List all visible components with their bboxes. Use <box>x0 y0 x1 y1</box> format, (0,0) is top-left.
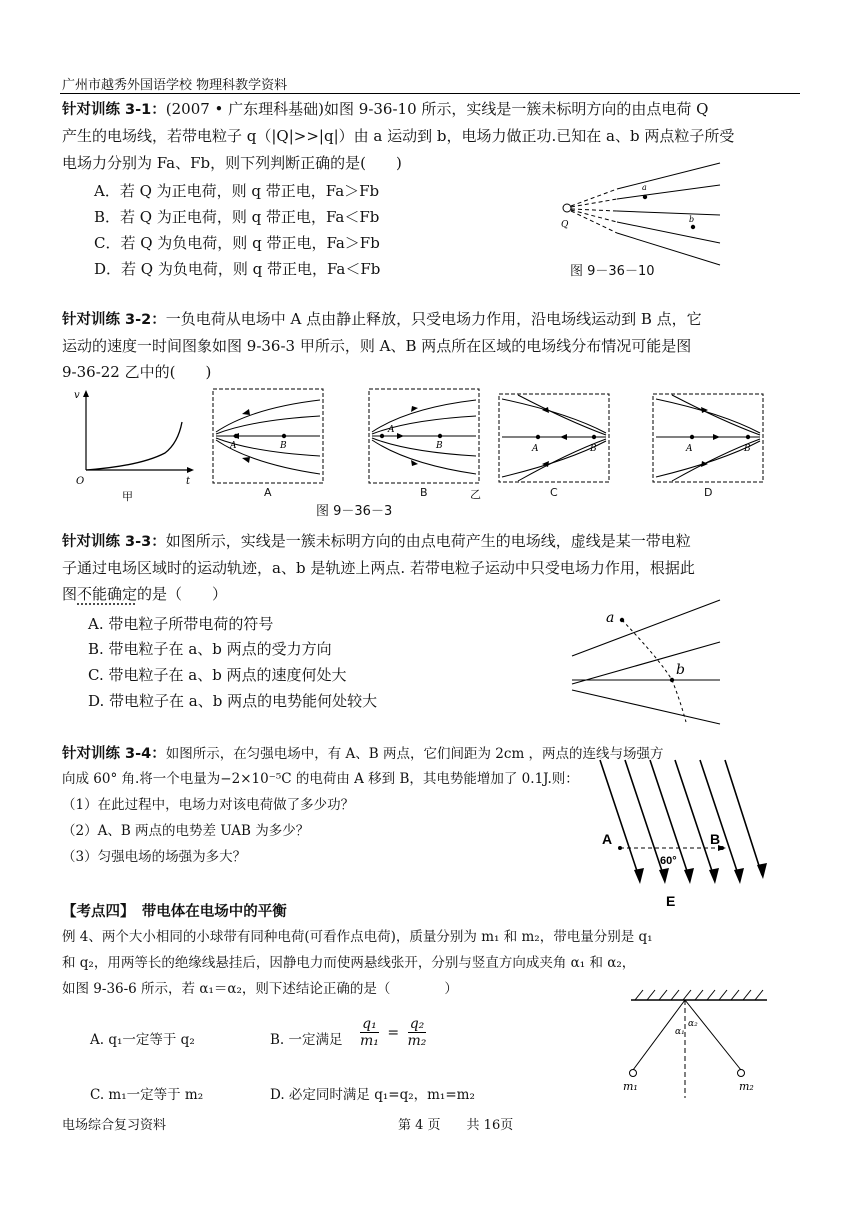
footer-left: 电场综合复习资料 <box>62 1118 167 1133</box>
q32-panel-d-label: D <box>704 486 713 499</box>
q33-figure <box>568 600 728 730</box>
q32-line3: 9-36-22 乙中的( ) <box>62 363 212 381</box>
q32-yi-label: 乙 <box>470 488 481 501</box>
panel-d-pt-a: A <box>686 444 693 454</box>
q34-label-b: B <box>710 831 721 847</box>
q33-label-a: a <box>606 610 615 626</box>
section4-label-a1: α₁ <box>675 1027 685 1037</box>
panel-c-pt-b: B <box>590 444 597 454</box>
q32-panel-b <box>368 388 480 484</box>
section4-option-b-label: B. 一定满足 <box>270 1032 343 1048</box>
q33-option-a: A. 带电粒子所带电荷的符号 <box>88 615 274 633</box>
q31-line1: 针对训练 3-1：(2007 • 广东理科基础)如图 9-36-10 所示，实线是一簇未标明方向的由点电荷 Q <box>62 100 709 118</box>
q31-line3: 电场力分别为 Fa、Fb，则下列判断正确的是( ) <box>62 154 402 172</box>
section4-label-m1: m₁ <box>623 1080 638 1093</box>
panel-a-pt-a: A <box>230 441 237 451</box>
q34-label-a: A <box>602 831 613 847</box>
q32-panel-b-label: B <box>420 486 428 499</box>
q34-subq3: （3）匀强电场的场强为多大？ <box>62 849 247 865</box>
q32-panel-c-label: C <box>550 486 558 499</box>
q33-option-d: D. 带电粒子在 a、b 两点的电势能何处较大 <box>88 692 378 710</box>
q32-caption: 图 9－36－3 <box>316 504 393 519</box>
q34-title: 针对训练 3-4： <box>62 746 166 762</box>
q34-line1: 针对训练 3-4：如图所示，在匀强电场中，有 A、B 两点，它们间距为 2cm ，两点的连线与场强方 <box>62 746 664 762</box>
q33-emphasis: 不能确定 <box>77 585 138 603</box>
section4-line2: 和 q₂，用两等长的绝缘线悬挂后，因静电力而使两悬线张开，分别与竖直方向成夹角 α₁ 和 α₂， <box>62 955 636 971</box>
section4-line3: 如图 9-36-6 所示，若 α₁＝α₂，则下述结论正确的是（ ） <box>62 981 458 997</box>
graph-v-label: v <box>74 390 80 401</box>
q31-option-c: C．若 Q 为负电荷，则 q 带正电，Fa＞Fb <box>94 234 380 252</box>
q31-option-d: D．若 Q 为负电荷，则 q 带正电，Fa＜Fb <box>94 260 381 278</box>
q33-option-c: C. 带电粒子在 a、b 两点的速度何处大 <box>88 666 347 684</box>
section4-title: 【考点四】 带电体在电场中的平衡 <box>62 904 287 920</box>
page-header: 广州市越秀外国语学校 物理科教学资料 <box>62 78 288 93</box>
section4-option-a: A. q₁一定等于 q₂ <box>90 1032 195 1048</box>
q31-title: 针对训练 3-1： <box>62 102 166 118</box>
q31-label-a: a <box>642 183 647 192</box>
q32-line1: 针对训练 3-2：一负电荷从电场中 A 点由静止释放，只受电场力作用，沿电场线运动到 B 点，它 <box>62 310 702 328</box>
q34-label-e: E <box>666 893 676 909</box>
q31-label-q: Q <box>561 220 569 230</box>
q32-line2: 运动的速度一时间图象如图 9-36-3 甲所示，则 A、B 两点所在区域的电场线分布情况可能是图 <box>62 337 692 355</box>
q33-line1: 针对训练 3-3：如图所示，实线是一簇未标明方向的由点电荷产生的电场线，虚线是某一带电粒 <box>62 532 691 550</box>
graph-jia-label: 甲 <box>122 490 133 503</box>
q31-option-a: A．若 Q 为正电荷，则 q 带正电，Fa＞Fb <box>94 182 380 200</box>
q32-panel-a-label: A <box>264 486 272 499</box>
section4-fraction: $\frac{\text{q₁}}{\text{m₁}}$ = $\frac{\text{q₂}}{\text{m₂}}$ <box>360 1016 427 1049</box>
section4-option-c: C. m₁一定等于 m₂ <box>90 1087 204 1103</box>
q33-title: 针对训练 3-3： <box>62 534 166 550</box>
q33-line3: 图不能确定的是（ ） <box>62 585 228 603</box>
q32-panel-c <box>498 393 610 483</box>
q31-line2: 产生的电场线，若带电粒子 q（|Q|>>|q|）由 a 运动到 b，电场力做正功.已知在 a、b 两点粒子所受 <box>62 127 735 145</box>
q32-title: 针对训练 3-2： <box>62 312 166 328</box>
panel-d-pt-b: B <box>744 444 751 454</box>
panel-a-pt-b: B <box>280 441 287 451</box>
q34-label-angle: 60° <box>660 855 677 867</box>
q32-vt-graph <box>70 388 200 503</box>
q31-figure <box>555 175 735 270</box>
q31-label-b: b <box>689 215 695 224</box>
section4-line1: 例 4、两个大小相同的小球带有同种电荷(可看作点电荷)，质量分别为 m₁ 和 m₂，带电量分别是 q₁ <box>62 929 653 945</box>
q33-line2: 子通过电场区域时的运动轨迹，a、b 是轨迹上两点. 若带电粒子运动中只受电场力作用，根据此 <box>62 559 695 577</box>
graph-t-label: t <box>186 476 191 487</box>
section4-figure <box>615 990 775 1100</box>
section4-option-d: D. 必定同时满足 q₁=q₂，m₁=m₂ <box>270 1087 475 1103</box>
panel-b-pt-a: A <box>388 425 395 435</box>
q34-figure <box>580 760 765 910</box>
q34-line2: 向成 60° 角.将一个电量为−2×10⁻⁵C 的电荷由 A 移到 B，其电势能增加了 0.1J.则： <box>62 771 579 787</box>
q32-panel-d <box>652 393 764 483</box>
q33-option-b: B. 带电粒子在 a、b 两点的受力方向 <box>88 640 332 658</box>
q34-subq2: （2）A、B 两点的电势差 UAB 为多少？ <box>62 823 310 839</box>
q33-label-b: b <box>676 662 685 678</box>
panel-b-pt-b: B <box>436 441 443 451</box>
footer-page: 第 4 页 共 16页 <box>398 1118 514 1133</box>
q31-caption: 图 9－36－10 <box>570 264 655 279</box>
header-rule <box>60 93 800 94</box>
q31-option-b: B．若 Q 为正电荷，则 q 带正电，Fa＜Fb <box>94 208 380 226</box>
q32-panel-a <box>212 388 324 484</box>
q34-subq1: （1）在此过程中，电场力对该电荷做了多少功？ <box>62 797 355 813</box>
section4-label-a2: α₂ <box>688 1019 698 1029</box>
graph-o-label: O <box>76 476 85 487</box>
panel-c-pt-a: A <box>532 444 539 454</box>
section4-label-m2: m₂ <box>739 1080 754 1093</box>
